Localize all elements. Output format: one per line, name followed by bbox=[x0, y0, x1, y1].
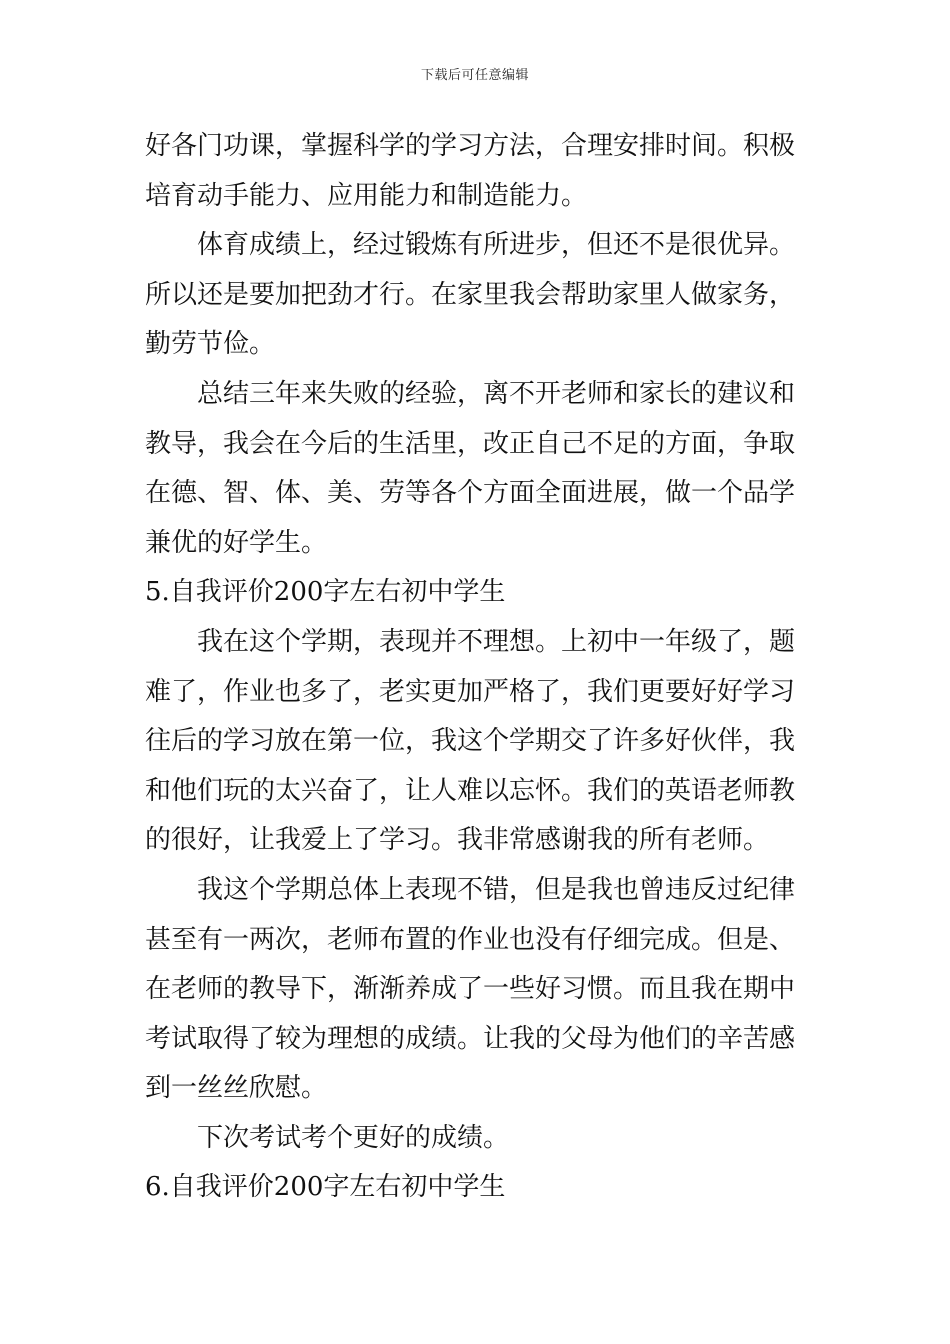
text-line: 总结三年来失败的经验，离不开老师和家长的建议和 bbox=[197, 378, 796, 409]
text-line: 体育成绩上，经过锻炼有所进步，但还不是很优异。 bbox=[197, 230, 796, 261]
text-line: 在老师的教导下，渐渐养成了一些好习惯。而且我在期中 bbox=[145, 974, 796, 1005]
text-line: 和他们玩的太兴奋了，让人难以忘怀。我们的英语老师教 bbox=[145, 775, 796, 806]
text-line: 培育动手能力、应用能力和制造能力。 bbox=[145, 180, 588, 211]
text-line: 兼优的好学生。 bbox=[145, 527, 328, 558]
text-line: 考试取得了较为理想的成绩。让我的父母为他们的辛苦感 bbox=[145, 1023, 796, 1054]
text-line: 勤劳节俭。 bbox=[145, 329, 276, 360]
text-line: 难了，作业也多了，老实更加严格了，我们更要好好学习 bbox=[145, 676, 796, 707]
document-body bbox=[145, 122, 810, 1213]
text-line: 所以还是要加把劲才行。在家里我会帮助家里人做家务， bbox=[145, 279, 796, 310]
section-heading: 5.自我评价200字左右初中学生 bbox=[145, 577, 506, 608]
text-line: 到一丝丝欣慰。 bbox=[145, 1073, 328, 1104]
section-heading: 6.自我评价200字左右初中学生 bbox=[145, 1172, 506, 1203]
page-header: 下载后可任意编辑 bbox=[420, 68, 529, 83]
text-line: 往后的学习放在第一位，我这个学期交了许多好伙伴，我 bbox=[145, 726, 796, 757]
text-line: 我这个学期总体上表现不错，但是我也曾违反过纪律 bbox=[197, 874, 796, 905]
text-line: 的很好，让我爱上了学习。我非常感谢我的所有老师。 bbox=[145, 825, 770, 856]
text-line: 我在这个学期，表现并不理想。上初中一年级了，题 bbox=[197, 626, 796, 657]
text-line: 在德、智、体、美、劳等各个方面全面进展，做一个品学 bbox=[145, 478, 796, 509]
text-line: 教导，我会在今后的生活里，改正自己不足的方面，争取 bbox=[145, 428, 796, 459]
text-line: 甚至有一两次，老师布置的作业也没有仔细完成。但是、 bbox=[145, 924, 796, 955]
text-line: 下次考试考个更好的成绩。 bbox=[197, 1122, 510, 1153]
text-line: 好各门功课，掌握科学的学习方法，合理安排时间。积极 bbox=[145, 131, 796, 161]
